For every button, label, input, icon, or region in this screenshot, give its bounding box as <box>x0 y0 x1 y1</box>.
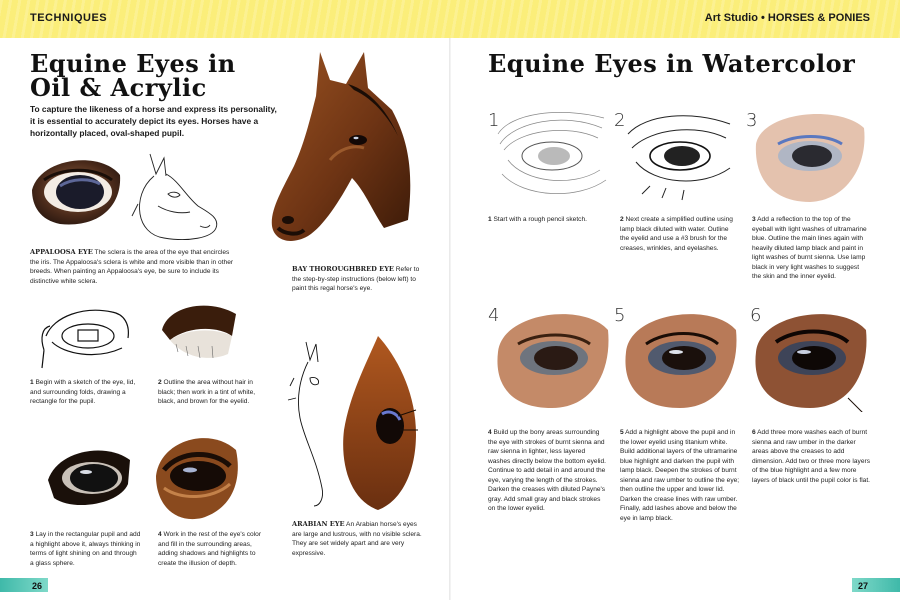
wc-step-1-number: 1 <box>488 110 500 131</box>
wc-step-6-number: 6 <box>750 305 762 326</box>
left-page-intro: To capture the likeness of a horse and express its personality, it is essential to accurately depict its eyes. Horses have a horizontally placed, oval-shaped pupil. <box>30 104 277 139</box>
section-label: TECHNIQUES <box>30 12 108 24</box>
wc-step-3-washes <box>752 104 868 204</box>
bay-horse-head-painting <box>268 50 418 255</box>
wc-step-5-caption: 5 Add a highlight above the pupil and in the lower eyelid using titanium white. Build additional layers of the ultramarine blue highlight and darken the pupil with lamp black. Deepen the strokes of burnt sienna and raw umber to outline the eye; then outline the upper and lower lid. Darken the crease lines with raw umber. Finally, add lashes above and below the eye in lamp black. <box>620 429 740 522</box>
oil-step-3-caption: 3 Lay in the rectangular pupil and add a highlight above it, always thinking in terms of light shining on and through a glass sphere. <box>30 531 141 567</box>
oil-step-3-painting <box>44 440 134 512</box>
oil-step-2-outline <box>158 296 240 368</box>
wc-step-6-caption: 6 Add three more washes each of burnt sienna and raw umber in the darker areas above the creases to add dimension. Add two or three more layers of the blue highlight and a few more layers of black until the pupil color is flat. <box>752 429 871 484</box>
book-label: Art Studio • HORSES & PONIES <box>704 12 870 24</box>
page-gutter <box>449 38 451 600</box>
right-page-title: Equine Eyes in Watercolor <box>488 49 856 78</box>
wc-step-3-number: 3 <box>746 110 758 131</box>
oil-step-1-sketch <box>40 298 132 370</box>
bay-caption: BAY THOROUGHBRED EYE Refer to the step-by-step instructions (below left) to paint this regal horse's eye. <box>292 265 420 293</box>
appaloosa-caption: APPALOOSA EYE The sclera is the area of the eye that encircles the iris. The Appaloosa's sclera is white and more visible than in other breeds. When painting an Appaloosa's eye, be sure to include its distinctive white sclera. <box>30 248 234 285</box>
oil-step-2-caption: 2 Outline the area without hair in black; then work in a tint of white, black, and brown for the eyelid. <box>158 379 256 406</box>
horse-head-sketch <box>128 146 223 246</box>
appaloosa-eye-painting <box>30 150 122 230</box>
wc-step-4-painting <box>494 302 612 412</box>
wc-step-5-number: 5 <box>614 305 626 326</box>
wc-step-5-painting <box>622 302 740 412</box>
wc-step-2-caption: 2 Next create a simplified outline using lamp black diluted with water. Outline the eyelid and use a #3 brush for the creases, wrinkles, and eyelashes. <box>620 216 733 252</box>
arabian-eye-painting <box>338 334 420 512</box>
header-band <box>0 0 900 38</box>
wc-step-2-number: 2 <box>614 110 626 131</box>
wc-step-2-outline <box>622 104 738 204</box>
wc-step-6-painting <box>752 302 870 412</box>
oil-step-4-caption: 4 Work in the rest of the eye's color and fill in the surrounding areas, adding shadows and highlights to create the illusion of depth. <box>158 531 262 567</box>
wc-step-1-caption: 1 Start with a rough pencil sketch. <box>488 216 587 223</box>
arabian-head-sketch <box>286 338 336 508</box>
arabian-caption: ARABIAN EYE An Arabian horse's eyes are large and lustrous, with no visible sclera. They are set widely apart and are very expressive. <box>292 520 422 557</box>
wc-step-3-caption: 3 Add a reflection to the top of the eyeball with light washes of ultramarine blue. Outline the main lines again with heavily diluted lamp black and paint in light washes of burnt sienna. Use lamp black in very light washes to suggest the skin and the inner eyelid. <box>752 216 867 281</box>
wc-step-4-caption: 4 Build up the bony areas surrounding the eye with strokes of burnt sienna and raw sienna in lighter, less layered washes directly below the bottom eyelid. Continue to add detail in and around the eye, varying the length of the strokes. Darken the creases with diluted Payne's gray. Add small gray and black strokes on the lower eyelid. <box>488 429 607 513</box>
wc-step-1-sketch <box>494 104 610 204</box>
oil-step-4-painting <box>150 426 242 522</box>
left-page-title: Equine Eyes in Oil & Acrylic <box>30 49 236 102</box>
oil-step-1-caption: 1 Begin with a sketch of the eye, lid, and surrounding folds, drawing a rectangle for the pupil. <box>30 379 136 406</box>
page-number-left: 26 <box>32 581 43 591</box>
page-number-right: 27 <box>857 581 868 591</box>
wc-step-4-number: 4 <box>488 305 500 326</box>
